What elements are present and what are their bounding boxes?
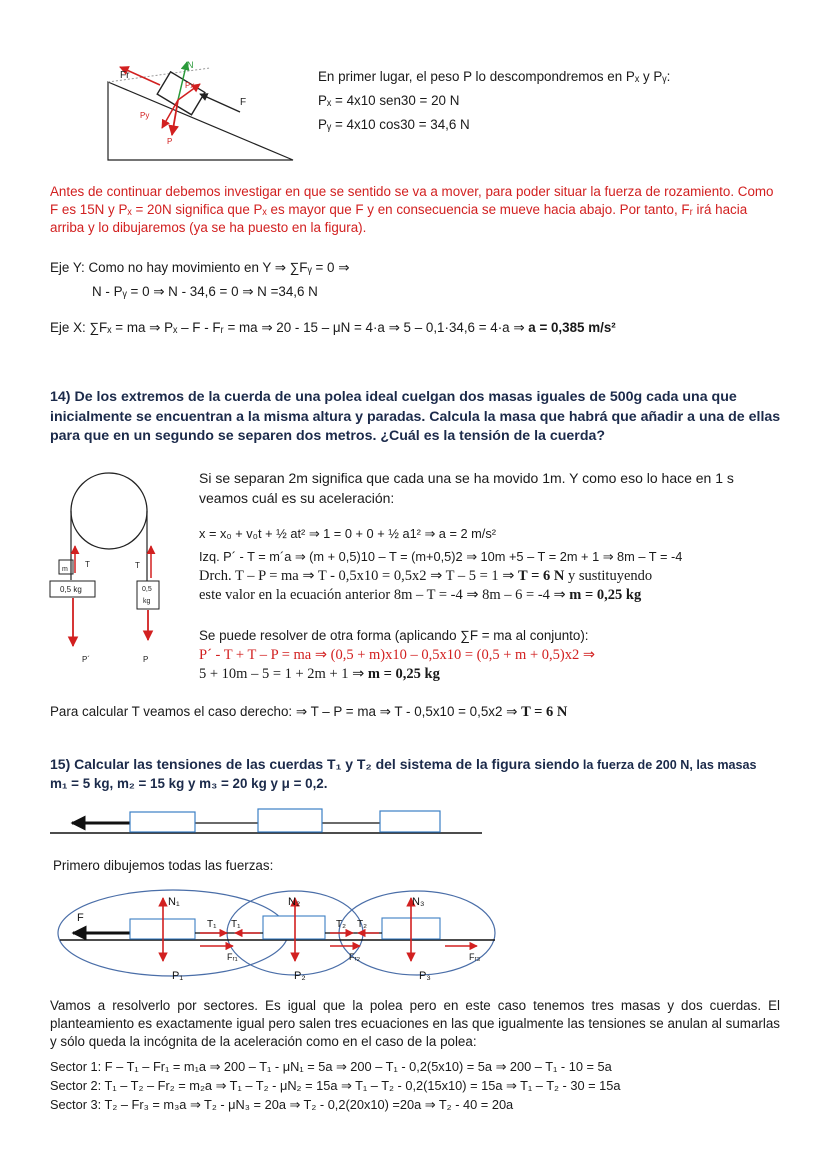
q14-tension-a: Para calcular T veamos el caso derecho: ⇒ T – P = ma ⇒ T - 0,5x10 = 0,5x2 ⇒ [50, 704, 522, 719]
label-n3: N₃ [412, 896, 425, 908]
label-p-right: P [143, 655, 149, 664]
label-p3: P₃ [419, 970, 431, 982]
label-fr1: Fᵣ₁ [227, 952, 238, 962]
label-px: Px [185, 81, 195, 90]
label-t1a: T₁ [207, 919, 217, 930]
blocks-figure [50, 805, 490, 840]
label-t1b: T₁ [231, 919, 241, 930]
q14-alt1: Se puede resolver de otra forma (aplicando ∑F = ma al conjunto): [199, 628, 589, 643]
q14-intro: Si se separan 2m significa que cada una se ha movido 1m. Y como eso lo hace en 1 s veamos cuál es su aceleración: [199, 470, 734, 506]
label-t-left: T [85, 560, 90, 569]
q14-alt3-result: m = 0,25 kg [367, 666, 440, 682]
px-equation: Pₓ = 4x10 sen30 = 20 N [318, 93, 460, 108]
label-mass-left: 0,5 kg [60, 585, 82, 594]
block [157, 72, 205, 115]
pulley-diagram [45, 468, 180, 668]
label-fr: Fr [120, 70, 130, 81]
block-3 [380, 811, 440, 832]
q14-alt3-a: 5 + 10m – 5 = 1 + 2m + 1 ⇒ [199, 666, 368, 682]
label-fr3: Fᵣ₃ [469, 952, 481, 962]
sector-3-equation: Sector 3: T₂ – Fr₃ = m₃a ⇒ T₂ - μN₃ = 20a ⇒ T₂ - 0,2(20x10) =20a ⇒ T₂ - 40 = 20a [50, 1097, 514, 1112]
q14-drch-result: T = 6 N [518, 568, 565, 584]
sector-2-equation: Sector 2: T₁ – T₂ – Fr₂ = m₂a ⇒ T₁ – T₂ - μN₂ = 15a ⇒ T₁ – T₂ - 0,2(15x10) = 15a ⇒ T₁ – T₂ - 30 = 15a [50, 1078, 621, 1093]
q14-kinematics: x = x₀ + v₀t + ½ at² ⇒ 1 = 0 + 0 + ½ a1² ⇒ a = 2 m/s² [199, 526, 497, 541]
q14-alt3 [199, 666, 440, 683]
label-p: P [167, 137, 173, 146]
block-1 [130, 812, 195, 832]
label-n2: N₂ [288, 896, 301, 908]
label-t2b: T₂ [357, 919, 367, 930]
q14-sub-a: este valor en la ecuación anterior 8m – T = -4 ⇒ 8m – 6 = -4 ⇒ [199, 587, 570, 603]
q14-drch-c: y sustituyendo [564, 568, 653, 584]
q15-title-a: 15) Calcular las tensiones de las cuerdas T₁ y T₂ del sistema de la figura siendo [50, 756, 580, 772]
label-f: F [240, 97, 247, 108]
q14-izq: Izq. P´ - T = m´a ⇒ (m + 0,5)10 – T = (m+0,5)2 ⇒ 10m +5 – T = 2m + 1 ⇒ 8m – T = -4 [199, 549, 683, 564]
draw-forces-label: Primero dibujemos todas las fuerzas: [53, 858, 274, 873]
label-p1: P₁ [172, 970, 184, 982]
eje-x-text: Eje X: ∑Fₓ = ma ⇒ Pₓ – F - Fᵣ = ma ⇒ 20 - 15 – μN = 4·a ⇒ 5 – 0,1·34,6 = 4·a ⇒ [50, 320, 529, 335]
forces-figure [55, 883, 500, 983]
eje-y-line1: Eje Y: Como no hay movimiento en Y ⇒ ∑Fᵧ = 0 ⇒ [50, 260, 350, 275]
label-t-right: T [135, 561, 140, 570]
q15-paragraph: Vamos a resolverlo por sectores. Es igual que la polea pero en este caso tenemos tres masas y dos cuerdas. El planteamiento es exactamente igual pero salen tres ecuaciones en las que igualmente las tensiones se anulan al sumarlas y sólo queda la incógnita de la aceleración como en el caso de la polea: [50, 998, 780, 1049]
block-2 [258, 809, 322, 832]
label-p2: P₂ [294, 970, 306, 982]
q14-drch-a: Drch. T – P = ma ⇒ T - 0,5x10 = 0,5x2 ⇒ T – 5 = 1 ⇒ [199, 568, 519, 584]
pulley-wheel [71, 473, 147, 549]
q15-title-b: la fuerza de 200 N, las masas [579, 758, 757, 772]
label-py: Py [140, 111, 150, 120]
q15-title-line1 [50, 756, 757, 772]
sector-1-equation: Sector 1: F – T₁ – Fr₁ = m₁a ⇒ 200 – T₁ - μN₁ = 5a ⇒ 200 – T₁ - 0,2(5x10) = 5a ⇒ 200 – T₁ - 10 = 5a [50, 1059, 612, 1074]
q15-title-line2: m₁ = 5 kg, m₂ = 15 kg y m₃ = 20 kg y μ = 0,2. [50, 776, 328, 791]
label-p-left: P´ [82, 655, 90, 664]
decomposition-intro: En primer lugar, el peso P lo descompondremos en Pₓ y Pᵧ: [318, 69, 671, 84]
q14-drch [199, 568, 652, 585]
label-f: F [77, 912, 84, 924]
label-fr2: Fᵣ₂ [349, 952, 361, 962]
q14-tension-result: T = 6 N [521, 704, 568, 720]
q14-substitution [199, 587, 641, 604]
py-equation: Pᵧ = 4x10 cos30 = 34,6 N [318, 117, 470, 132]
force-f-arrow [200, 94, 240, 112]
label-mass-right-1: 0,5 [142, 586, 152, 593]
friction-direction-paragraph: Antes de continuar debemos investigar en que se sentido se va a mover, para poder situar la fuerza de rozamiento. Como F es 15N y Pₓ = 20N significa que Pₓ es mayor que F y en consecuencia se mueve hacia abajo. Por tanto, Fᵣ irá hacia arriba y lo dibujaremos (ya se ha puesto en la figura). [50, 184, 774, 235]
label-t2a: T₂ [336, 919, 346, 930]
label-n1: N₁ [168, 896, 180, 908]
q14-title: 14) De los extremos de la cuerda de una polea ideal cuelgan dos masas iguales de 500g cada una que inicialmente se encuentran a la misma altura y paradas. Calcula la masa que habrá que añadir a una de ellas para que en un segundo se separen dos metros. ¿Cuál es la tensión de la cuerda? [50, 389, 781, 444]
q14-sub-result: m = 0,25 kg [569, 587, 642, 603]
incline-diagram [90, 50, 305, 165]
q14-alt2: P´ - T + T – P = ma ⇒ (0,5 + m)x10 – 0,5x10 = (0,5 + m + 0,5)x2 ⇒ [199, 647, 595, 663]
label-mass-right-2: kg [143, 598, 151, 605]
eje-y-line2: N - Pᵧ = 0 ⇒ N - 34,6 = 0 ⇒ N =34,6 N [92, 284, 318, 299]
eje-x-line [50, 320, 616, 336]
eje-x-result: a = 0,385 m/s² [528, 320, 616, 335]
label-n: N [187, 60, 194, 70]
q14-tension-line [50, 704, 567, 721]
label-m: m [62, 566, 68, 573]
